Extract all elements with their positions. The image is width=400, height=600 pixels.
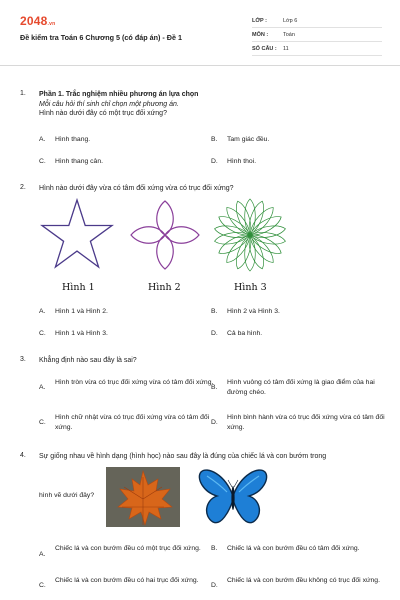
option-letter: D. [211, 419, 218, 426]
question-text: Sự giống nhau về hình dạng (hình học) nào sau đây là đúng của chiếc lá và con bướm trong [39, 453, 327, 460]
option-letter: C. [39, 330, 46, 337]
option-text: Chiếc lá và con bướm đều có tâm đối xứng. [227, 545, 360, 552]
rosette-petal [249, 230, 286, 247]
question-text: Khẳng định nào sau đây là sai? [39, 357, 137, 364]
option-letter: C. [39, 582, 46, 589]
option-letter: B. [211, 545, 218, 552]
option-text: Hình 2 và Hình 3. [227, 308, 280, 315]
logo-suffix: .vn [47, 21, 56, 27]
question-text-continued: hình vẽ dưới đây? [39, 492, 95, 499]
section-heading: Phần 1. Trắc nghiệm nhiều phương án lựa chọn [39, 91, 199, 98]
option-text: Hình thoi. [227, 158, 257, 165]
option-text: Chiếc lá và con bướm đều không có trục đối xứng. [227, 577, 380, 584]
option-letter: B. [211, 384, 218, 391]
option-text: Cả ba hình. [227, 330, 263, 337]
option-letter: B. [211, 308, 218, 315]
option-text: Hình thang. [55, 136, 91, 143]
question-1 [20, 90, 385, 170]
option-text: Hình 1 và Hình 2. [55, 308, 108, 315]
question-body [39, 452, 384, 462]
option-letter: A. [39, 136, 46, 143]
option-text: Hình vuông có tâm đối xứng là giao điểm của hai đường chéo. [227, 379, 375, 396]
option-letter: A. [39, 384, 46, 391]
question-number: 4. [20, 452, 26, 459]
leaf-image [106, 467, 180, 527]
option-text: Tam giác đều. [227, 136, 270, 143]
option-text: Hình thang cân. [55, 158, 103, 165]
rosette-petal [233, 199, 255, 236]
question-body [39, 356, 384, 366]
logo-text: 2048 [20, 14, 48, 28]
option-text: Hình bình hành vừa có trục đối xứng vừa có tâm đối xứng. [227, 414, 385, 431]
question-4 [20, 452, 385, 600]
meta-value: Toán [283, 31, 295, 38]
option-letter: A. [39, 308, 46, 315]
option-text: Hình chữ nhật vừa có trục đối xứng vừa có tâm đối xứng. [55, 414, 210, 431]
question-body [39, 184, 384, 194]
flower-figure [128, 198, 202, 272]
option-letter: D. [211, 330, 218, 337]
figure-label-1: Hình 1 [62, 282, 95, 293]
meta-value: 11 [283, 45, 289, 52]
meta-value: Lớp 6 [283, 17, 298, 24]
meta-key: LỚP : [252, 17, 267, 24]
rosette-petal [249, 224, 286, 241]
question-body [39, 90, 384, 119]
rosette-petal [245, 199, 267, 236]
rosette-petal [214, 224, 251, 241]
figure-label-2: Hình 2 [148, 282, 181, 293]
site-logo[interactable] [20, 14, 55, 28]
page-header [0, 0, 400, 66]
option-letter: D. [211, 582, 218, 589]
question-number: 3. [20, 356, 26, 363]
question-2 [20, 184, 385, 344]
option-letter: A. [39, 551, 46, 558]
option-text: Hình tròn vừa có trục đối xứng vừa có tâm đối xứng. [55, 379, 214, 386]
option-text: Chiếc lá và con bướm đều có hai trục đối xứng. [55, 577, 199, 584]
question-3 [20, 356, 385, 440]
question-number: 2. [20, 184, 26, 191]
meta-row-count [252, 42, 382, 56]
question-number: 1. [20, 90, 26, 97]
option-letter: B. [211, 136, 218, 143]
option-letter: D. [211, 158, 218, 165]
option-letter: C. [39, 419, 46, 426]
question-text: Hình nào dưới đây vừa có tâm đối xứng vừa có trục đối xứng? [39, 185, 234, 192]
rosette-petal [214, 230, 251, 247]
instruction-text: Mỗi câu hỏi thí sinh chỉ chọn một phương án. [39, 100, 179, 108]
meta-table [252, 14, 382, 56]
option-text: Hình 1 và Hình 3. [55, 330, 108, 337]
rosette-figure [212, 197, 288, 273]
rosette-petal [245, 233, 267, 270]
meta-key: MÔN : [252, 31, 269, 38]
option-letter: C. [39, 158, 46, 165]
page-title: Đề kiểm tra Toán 6 Chương 5 (có đáp án) - Đề 1 [20, 33, 182, 42]
figure-label-3: Hình 3 [234, 282, 267, 293]
meta-row-subject [252, 28, 382, 42]
rosette-petal [233, 233, 255, 270]
star-figure [40, 198, 114, 272]
meta-key: SỐ CÂU : [252, 45, 277, 52]
option-text: Chiếc lá và con bướm đều có một trục đối xứng. [55, 545, 201, 552]
question-text: Hình nào dưới đây có một trục đối xứng? [39, 110, 167, 117]
butterfly-image [197, 466, 269, 528]
meta-row-class [252, 14, 382, 28]
